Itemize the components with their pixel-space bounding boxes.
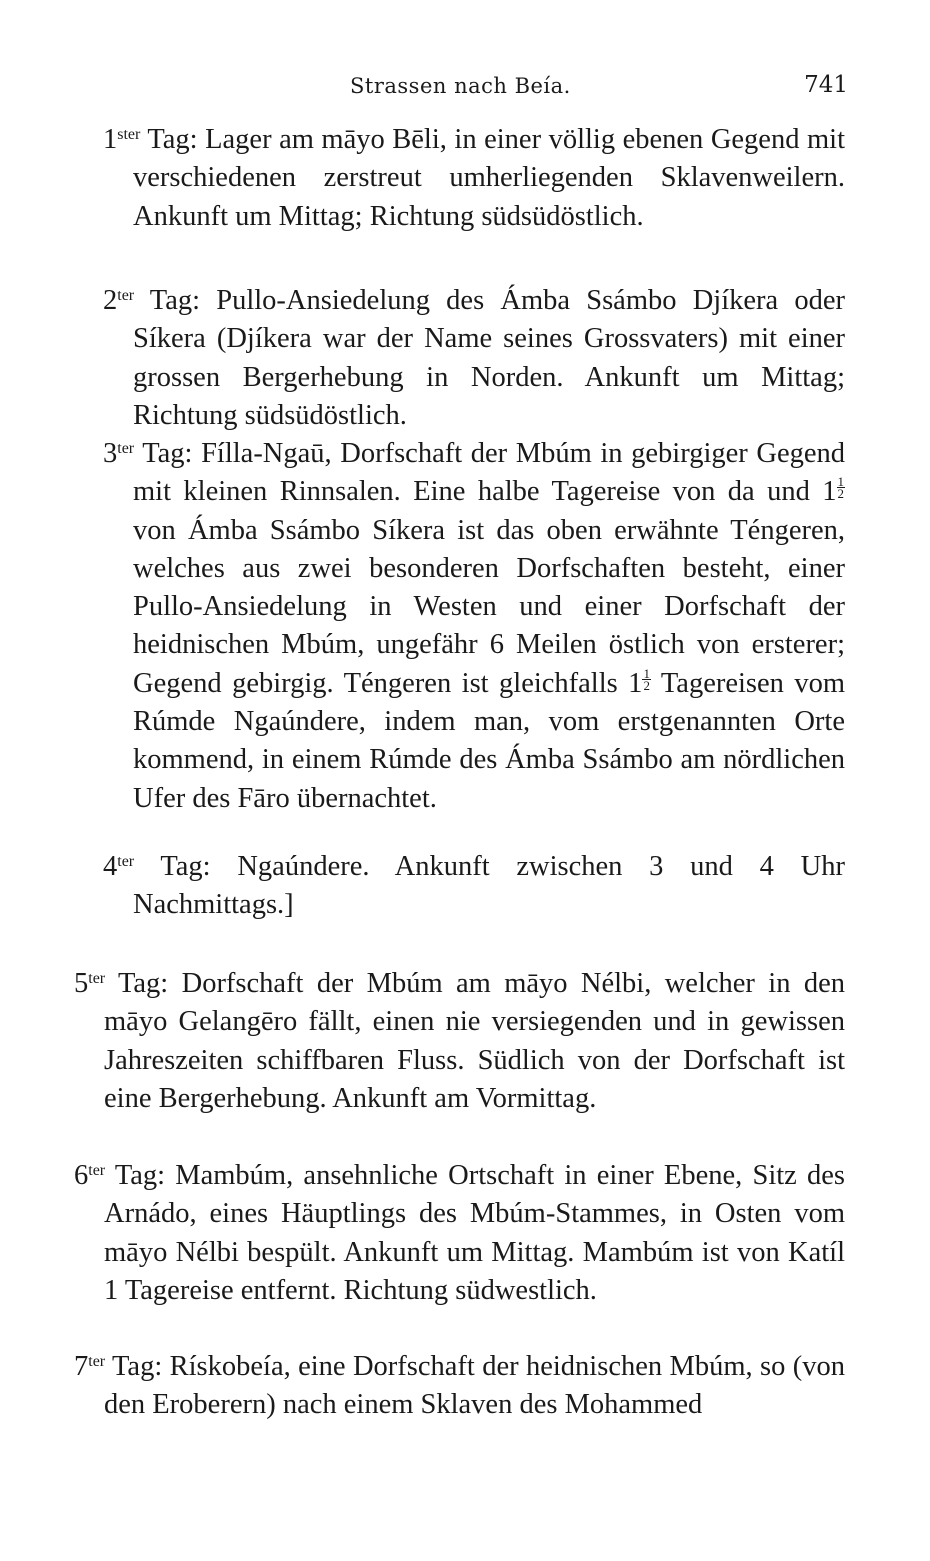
ordinal-suffix: ter xyxy=(117,853,135,870)
entry-text: Tag: Mambúm, ansehnliche Ortschaft in einer Ebene, Sitz des Arnádo, eines Häuptlings des Mbúm-Stammes, in Osten vom māyo Nélbi bespült. Ankunft um Mittag. Mambúm ist von Katíl 1 Tagereise entfernt. Richtung südwestlich. xyxy=(104,1160,845,1306)
ordinal-suffix: ster xyxy=(117,126,141,143)
day-number: 2 xyxy=(103,285,118,316)
page-number: 741 xyxy=(804,72,848,98)
entry-text: Tag: Ngaúndere. Ankunft zwischen 3 und 4 Uhr Nachmittags.] xyxy=(133,851,845,921)
day-number: 1 xyxy=(103,124,118,155)
day-number: 7 xyxy=(74,1351,89,1382)
ordinal-suffix: ter xyxy=(88,1353,106,1370)
day-entry-6 xyxy=(74,1157,845,1310)
ordinal-suffix: ter xyxy=(88,970,106,987)
entry-text-part-1: Tag: Fílla-Ngaū, Dorfschaft der Mbúm in gebirgiger Gegend mit kleinen Rinnsalen. Eine halbe Tagereise von da und 1 xyxy=(133,438,845,508)
day-number: 3 xyxy=(103,438,118,469)
day-number: 6 xyxy=(74,1160,89,1191)
day-entry-3 xyxy=(103,435,846,818)
fraction-one-half: $\frac{1}{2}$ xyxy=(837,474,844,502)
day-number: 5 xyxy=(74,968,89,999)
entry-text: Tag: Dorfschaft der Mbúm am māyo Nélbi, welcher in den māyo Gelangēro fällt, einen nie versiegenden und in gewissen Jahreszeiten schiffbaren Fluss. Südlich von der Dorfschaft ist eine Bergerhebung. Ankunft am Vormittag. xyxy=(104,968,845,1114)
running-title: Strassen nach Beía. xyxy=(350,74,571,98)
page-header xyxy=(0,72,930,108)
ordinal-suffix: ter xyxy=(117,440,135,457)
day-entry-4 xyxy=(103,848,845,925)
entry-text: Tag: Pullo-Ansiedelung des Ámba Ssámbo Djíkera oder Síkera (Djíkera war der Name seines Grossvaters) mit einer grossen Bergerhebung in Norden. Ankunft um Mittag; Richtung südsüdöstlich. xyxy=(133,285,845,431)
entry-text-part-2: von Ámba Ssámbo Síkera ist das oben erwähnte Téngeren, welches aus zwei besonderen Dorfschaften besteht, einer Pullo-Ansiedelung in Westen und einer Dorfschaft der heidnischen Mbúm, ungefähr 6 Meilen östlich von ersterer; Gegend gebirgig. Téngeren ist gleichfalls 1 xyxy=(133,514,845,699)
day-entry-2 xyxy=(103,282,845,435)
entry-text: Tag: Rískobeía, eine Dorfschaft der heidnischen Mbúm, so (von den Eroberern) nach einem Sklaven des Mohammed xyxy=(104,1351,845,1421)
day-number: 4 xyxy=(103,851,118,882)
ordinal-suffix: ter xyxy=(117,287,135,304)
day-entry-7 xyxy=(74,1348,845,1425)
ordinal-suffix: ter xyxy=(88,1162,106,1179)
fraction-one-half: $\frac{1}{2}$ xyxy=(643,665,650,693)
day-entry-1 xyxy=(103,121,845,236)
entry-text: Tag: Lager am māyo Bēli, in einer völlig ebenen Gegend mit verschiedenen zerstreut umherliegenden Sklavenweilern. Ankunft um Mittag; Richtung südsüdöstlich. xyxy=(133,124,845,232)
day-entry-5 xyxy=(74,965,845,1118)
entry-text-part-3: Tagereisen vom Rúmde Ngaúndere, indem man, vom erstgenannten Orte kommend, in einem Rúmde des Ámba Ssámbo am nördlichen Ufer des Fāro übernachtet. xyxy=(133,667,846,814)
